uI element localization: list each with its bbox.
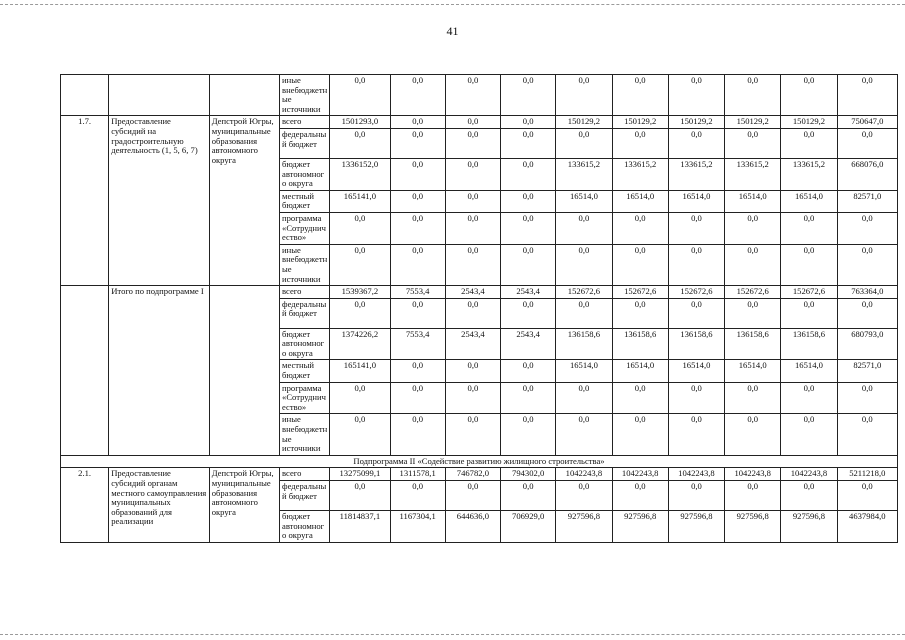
amount-cell: 0,0 [556,212,612,244]
amount-cell: 0,0 [725,75,781,116]
amount-cell: 82571,0 [837,190,897,212]
amount-cell: 136158,6 [556,328,612,360]
amount-cell: 0,0 [781,212,837,244]
amount-cell: 0,0 [556,414,612,455]
funding-source: программа «Сотрудничество» [280,382,330,414]
amount-cell: 2543,4 [445,328,500,360]
amount-cell: 16514,0 [556,360,612,382]
amount-cell: 0,0 [781,481,837,511]
amount-cell: 0,0 [330,382,390,414]
amount-cell: 16514,0 [781,190,837,212]
amount-cell: 927596,8 [612,511,668,543]
amount-cell: 0,0 [390,298,445,328]
amount-cell: 644636,0 [445,511,500,543]
amount-cell: 4637984,0 [837,511,897,543]
amount-cell: 0,0 [501,298,556,328]
amount-cell: 0,0 [445,244,500,285]
amount-cell: 0,0 [330,481,390,511]
item-index [61,75,109,116]
amount-cell: 0,0 [445,414,500,455]
scan-edge-bottom [0,634,905,635]
amount-cell: 0,0 [390,116,445,129]
amount-cell: 13275099,1 [330,468,390,481]
budget-table [60,74,898,543]
amount-cell: 0,0 [556,244,612,285]
amount-cell: 0,0 [330,75,390,116]
amount-cell: 133615,2 [612,158,668,190]
amount-cell: 1042243,8 [781,468,837,481]
amount-cell: 0,0 [668,128,724,158]
item-index: 1.7. [61,116,109,286]
amount-cell: 0,0 [837,414,897,455]
amount-cell: 1336152,0 [330,158,390,190]
funding-source: всего [280,286,330,299]
amount-cell: 0,0 [556,481,612,511]
amount-cell: 0,0 [725,481,781,511]
amount-cell: 0,0 [612,414,668,455]
funding-source: местный бюджет [280,360,330,382]
amount-cell: 16514,0 [725,360,781,382]
amount-cell: 136158,6 [612,328,668,360]
amount-cell: 0,0 [330,244,390,285]
amount-cell: 0,0 [556,298,612,328]
amount-cell: 0,0 [837,382,897,414]
amount-cell: 0,0 [837,244,897,285]
amount-cell: 0,0 [390,75,445,116]
subprogram-title: Подпрограмма II «Содействие развитию жилищного строительства» [61,455,898,468]
amount-cell: 0,0 [445,298,500,328]
amount-cell: 0,0 [330,128,390,158]
amount-cell: 133615,2 [556,158,612,190]
funding-source: бюджет автономного округа [280,511,330,543]
amount-cell: 1501293,0 [330,116,390,129]
amount-cell: 0,0 [781,128,837,158]
amount-cell: 0,0 [445,158,500,190]
amount-cell: 927596,8 [556,511,612,543]
amount-cell: 1539367,2 [330,286,390,299]
amount-cell: 668076,0 [837,158,897,190]
item-name: Предоставление субсидий органам местного самоуправления муниципальных образований для реализации [109,468,209,542]
amount-cell: 0,0 [837,212,897,244]
amount-cell: 0,0 [612,481,668,511]
amount-cell: 0,0 [725,212,781,244]
amount-cell: 0,0 [837,75,897,116]
table-row [61,116,898,129]
amount-cell: 82571,0 [837,360,897,382]
amount-cell: 0,0 [725,298,781,328]
amount-cell: 746782,0 [445,468,500,481]
amount-cell: 0,0 [612,244,668,285]
amount-cell: 150129,2 [612,116,668,129]
amount-cell: 16514,0 [668,190,724,212]
amount-cell: 0,0 [781,75,837,116]
amount-cell: 152672,6 [612,286,668,299]
amount-cell: 152672,6 [725,286,781,299]
funding-source: бюджет автономного округа [280,328,330,360]
funding-source: иные внебюджетные источники [280,414,330,455]
amount-cell: 0,0 [501,128,556,158]
amount-cell: 1374226,2 [330,328,390,360]
amount-cell: 0,0 [501,414,556,455]
amount-cell: 165141,0 [330,360,390,382]
amount-cell: 750647,0 [837,116,897,129]
amount-cell: 0,0 [612,75,668,116]
funding-source: иные внебюджетные источники [280,75,330,116]
item-name: Предоставление субсидий на градостроительную деятельность (1, 5, 6, 7) [109,116,209,286]
amount-cell: 1042243,8 [556,468,612,481]
amount-cell: 0,0 [668,212,724,244]
amount-cell: 0,0 [781,414,837,455]
funding-source: программа «Сотрудничество» [280,212,330,244]
amount-cell: 16514,0 [725,190,781,212]
amount-cell: 680793,0 [837,328,897,360]
item-name: Итого по подпрограмме I [109,286,209,456]
amount-cell: 0,0 [725,414,781,455]
amount-cell: 706929,0 [501,511,556,543]
scan-edge-top [0,4,905,5]
amount-cell: 0,0 [501,244,556,285]
amount-cell: 7553,4 [390,328,445,360]
item-executor: Депстрой Югры, муниципальные образования автономного округа [209,116,279,286]
amount-cell: 136158,6 [781,328,837,360]
amount-cell: 0,0 [445,128,500,158]
amount-cell: 0,0 [612,298,668,328]
amount-cell: 16514,0 [668,360,724,382]
amount-cell: 16514,0 [556,190,612,212]
item-executor: Депстрой Югры, муниципальные образования автономного округа [209,468,279,542]
amount-cell: 0,0 [781,382,837,414]
amount-cell: 0,0 [668,298,724,328]
amount-cell: 0,0 [837,481,897,511]
amount-cell: 0,0 [501,382,556,414]
amount-cell: 0,0 [445,75,500,116]
amount-cell: 0,0 [501,481,556,511]
amount-cell: 133615,2 [781,158,837,190]
amount-cell: 165141,0 [330,190,390,212]
amount-cell: 0,0 [668,481,724,511]
amount-cell: 0,0 [612,128,668,158]
amount-cell: 0,0 [390,190,445,212]
item-index: 2.1. [61,468,109,542]
amount-cell: 0,0 [725,382,781,414]
amount-cell: 150129,2 [725,116,781,129]
amount-cell: 0,0 [390,481,445,511]
amount-cell: 0,0 [501,360,556,382]
amount-cell: 0,0 [668,382,724,414]
amount-cell: 0,0 [837,298,897,328]
amount-cell: 16514,0 [781,360,837,382]
amount-cell: 0,0 [445,212,500,244]
amount-cell: 0,0 [612,382,668,414]
amount-cell: 0,0 [781,298,837,328]
amount-cell: 0,0 [501,212,556,244]
amount-cell: 0,0 [445,382,500,414]
funding-source: местный бюджет [280,190,330,212]
amount-cell: 0,0 [330,414,390,455]
amount-cell: 0,0 [501,75,556,116]
amount-cell: 0,0 [390,128,445,158]
amount-cell: 2543,4 [501,286,556,299]
amount-cell: 0,0 [837,128,897,158]
amount-cell: 5211218,0 [837,468,897,481]
amount-cell: 150129,2 [781,116,837,129]
funding-source: бюджет автономного округа [280,158,330,190]
amount-cell: 794302,0 [501,468,556,481]
amount-cell: 0,0 [445,190,500,212]
amount-cell: 16514,0 [612,190,668,212]
amount-cell: 0,0 [501,116,556,129]
amount-cell: 927596,8 [781,511,837,543]
table-row [61,286,898,299]
amount-cell: 0,0 [781,244,837,285]
amount-cell: 0,0 [556,382,612,414]
amount-cell: 0,0 [725,128,781,158]
funding-source: всего [280,468,330,481]
amount-cell: 0,0 [668,244,724,285]
amount-cell: 0,0 [445,116,500,129]
amount-cell: 0,0 [390,244,445,285]
item-index [61,286,109,456]
amount-cell: 0,0 [390,414,445,455]
amount-cell: 0,0 [556,128,612,158]
amount-cell: 0,0 [330,298,390,328]
table-row [61,75,898,116]
amount-cell: 152672,6 [556,286,612,299]
amount-cell: 2543,4 [501,328,556,360]
funding-source: федеральный бюджет [280,481,330,511]
amount-cell: 0,0 [725,244,781,285]
amount-cell: 0,0 [445,360,500,382]
amount-cell: 0,0 [668,75,724,116]
amount-cell: 0,0 [390,158,445,190]
amount-cell: 0,0 [556,75,612,116]
amount-cell: 0,0 [445,481,500,511]
amount-cell: 0,0 [390,360,445,382]
amount-cell: 0,0 [390,382,445,414]
page-number: 41 [446,24,459,38]
item-name [109,75,209,116]
amount-cell: 0,0 [501,190,556,212]
amount-cell: 1311578,1 [390,468,445,481]
budget-table-wrapper [60,74,898,543]
item-executor [209,75,279,116]
amount-cell: 927596,8 [725,511,781,543]
amount-cell: 1042243,8 [612,468,668,481]
table-row [61,468,898,481]
amount-cell: 152672,6 [781,286,837,299]
funding-source: всего [280,116,330,129]
amount-cell: 0,0 [390,212,445,244]
amount-cell: 0,0 [501,158,556,190]
funding-source: федеральный бюджет [280,128,330,158]
amount-cell: 150129,2 [556,116,612,129]
amount-cell: 1042243,8 [668,468,724,481]
amount-cell: 1167304,1 [390,511,445,543]
funding-source: федеральный бюджет [280,298,330,328]
subprogram-row [61,455,898,468]
item-executor [209,286,279,456]
amount-cell: 0,0 [668,414,724,455]
funding-source: иные внебюджетные источники [280,244,330,285]
amount-cell: 152672,6 [668,286,724,299]
amount-cell: 150129,2 [668,116,724,129]
amount-cell: 763364,0 [837,286,897,299]
amount-cell: 927596,8 [668,511,724,543]
amount-cell: 7553,4 [390,286,445,299]
amount-cell: 136158,6 [668,328,724,360]
amount-cell: 133615,2 [725,158,781,190]
amount-cell: 16514,0 [612,360,668,382]
amount-cell: 136158,6 [725,328,781,360]
amount-cell: 11814837,1 [330,511,390,543]
amount-cell: 1042243,8 [725,468,781,481]
amount-cell: 0,0 [612,212,668,244]
amount-cell: 133615,2 [668,158,724,190]
amount-cell: 0,0 [330,212,390,244]
amount-cell: 2543,4 [445,286,500,299]
